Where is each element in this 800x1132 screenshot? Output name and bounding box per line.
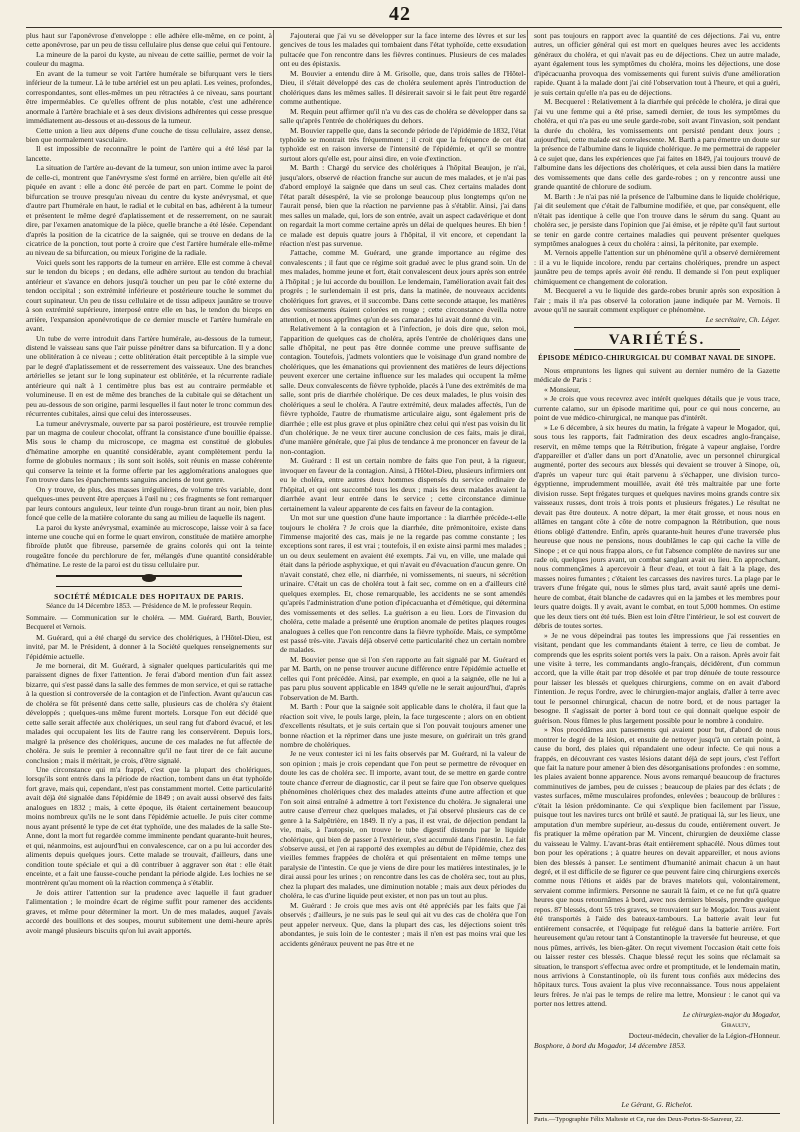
article-intro: Nous empruntons les lignes qui suivent au dernier numéro de la Gazette médicale de Paris : [534, 365, 780, 385]
signature-role: Le chirurgien-major du Mogador, [682, 1010, 780, 1019]
paragraph: M. Vernois appelle l'attention sur un phénomène qu'il a observé dernièrement : il a vu le liquide incolore, rendu par certains cholériques, prendre un aspect jaunâtre peu de temps après avoir été rendu. Il demande si l'on peut expliquer chimiquement ce changement de coloration. [534, 248, 780, 286]
paragraph: M. Becquerel a vu le liquide des garde-robes brunir après son exposition à l'air ; mais il n'a pas observé la coloration jaune indiquée par M. Vernois. Il avoue qu'il ne saurait comment expliquer ce phénomène. [534, 286, 780, 315]
signature-name: Giraulty, [721, 1020, 750, 1030]
paragraph: Je dois attirer l'attention sur la prudence avec laquelle il faut graduer l'alimentation ; le moindre écart de régime suffit pour ramener des accidents graves, et même pour déterminer la mort. Un de mes malades, auquel j'avais accordé des bouillons et des soupes, mourut subitement une demi-heure après avoir mangé plusieurs biscuits qu'on lui avait apportés. [26, 887, 272, 935]
paragraph: La mineure de la paroi du kyste, au niveau de cette saillie, permet de voir la couleur du magma. [26, 49, 272, 69]
paragraph: M. Guérard, qui a été chargé du service des cholériques, à l'Hôtel-Dieu, est invité, par M. le Président, à donner à la Société quelques renseignements sur l'épidémie actuelle. [26, 632, 272, 661]
paragraph: Une circonstance qui m'a frappé, c'est que la plupart des cholériques, lorsqu'ils sont entrés dans la période de réaction, tombent dans un état typhoïde fort grave, mais qui, cependant, n'est pas constamment mortel. Cette particularité avait déjà été signalée dans l'épidémie de 1849 ; on avait aussi observé des faits analogues en 1832 ; mais, à cette époque, ils étaient certainement beaucoup moins nombreux qu'ils ne le sont dans l'épidémie actuelle. Je puis citer comme nous ayant présenté le type de cet état typhoïde, une des malades de la salle Ste-Anne, dont la mort fut regardée comme imminente pendant quarante-huit heures, et qui, néanmoins, est aujourd'hui en convalescence, car on a pu lui accorder des aliments depuis quelques jours. Cette malade se trouvait, d'ailleurs, dans une condition toute spéciale et qui a dû contribuer à aggraver son état : elle était enceinte, et a fait une fausse-couche pendant la période algide. Les lochies ne se montrèrent qu'au moment où la réaction commença à s'établir. [26, 764, 272, 888]
paragraph: » Le 6 décembre, à six heures du matin, la frégate à vapeur le Mogador, qui, sous tous les rapports, fait l'admiration des deux escadres anglo-française, reservit, en même temps que la Rétribution, frégate à vapeur anglaise, l'ordre d'appareiller et d'aller dans un port d'Anatolie, avec un personnel chirurgical augmenté, porter des secours aux blessés qui devaient se trouver à Sinope, où, d'après un vapeur turc qui était parvenu à s'échapper, une division turco-égyptienne, imprudemment mouillée, avait été très maltraitée par une forte division russe. Sept frégates turques et quelques navires moins grands contre six vaisseaux russes, dont trois à trois ponts et plusieurs frégates.) Le résultat ne devait pas être douteux. A notre départ, la mer était grosse, et nous nous en allâmes en tangant côte à côte de notre compagnon la Rétribution, que nous étions obligé d'attendre. Enfin, après quarante-huit heures d'une traversée plus heureuse que nous ne pensions, nous doublâmes le cap qui cache la ville de Sinope ; et ce qui nous frappa alors, ce fut l'absence complète de navires sur une rade où, quelques jours avant, un combat sanglant avait eu lieu. En approchant, nous commençâmes à apercevoir à fleur d'eau, et tout à fait à la plage, des masses noires fumantes ; c'étaient les carcasses des navires turcs. La plage par le travers d'une frégate qui, nous le sûmes plus tard, avait sauté après une demi-heure de combat, était blanche de cadavres qui en la jambes et les membres pour leurs quatre doigts. Il y avait, avant le combat, en tout 5,000 hommes. On estime que les deux tiers ont été tués. Bien est loin d'être l'intérieur, le sol est couvert de débris de toutes sortes. [534, 422, 780, 631]
paragraph: sont pas toujours en rapport avec la quantité de ces déjections. J'ai vu, entre autres, un officier général qui est mort en quelques heures avec les accidents généraux du choléra, et qui n'avait pas eu de déjections. Chez un autre malade, ayant également tous les symptômes du choléra, moins les déjections, une dose d'ipécacuanha provoqua des vomissements qui furent suivis d'une amélioration rapide. Quant à la malade dont j'ai cité l'observation tout à l'heure, et qui a guéri, je suis certain qu'elle n'a pas eu de déjections. [534, 31, 780, 97]
paragraph: M. Bouvier a entendu dire à M. Grisolle, que, dans trois salles de l'Hôtel-Dieu, il s'était développé des cas de choléra seulement après l'introduction de cholériques dans les mêmes salles. Il désirerait savoir si le fait peut être regardé comme authentique. [280, 68, 526, 107]
paragraph: M. Becquerel : Relativement à la diarrhée qui précède le choléra, je dirai que j'ai vu une femme qui a été prise, samedi dernier, de tous les symptômes du choléra, et qui n'a pas eu une seule garde-robe, soit avant l'invasion, soit pendant la durée du choléra, les vomissements ont persisté pendant deux jours ; aujourd'hui, cette malade est convalescente. M. Barth a paru émettre un doute sur la présence de l'albumine dans le liquide cholérique. Je me permettrai de rappeler à ce sujet que, dans les expériences que j'ai faites en 1849, j'ai toujours trouvé de l'albumine dans les déjections des cholériques, et cela aussi bien dans la matière des vomissements que dans celle des garde-robes ; on y rencontre aussi une grande quantité de chlorure de sodium. [534, 97, 780, 192]
divider [574, 349, 740, 350]
article-title: ÉPISODE MÉDICO-CHIRURGICAL DU COMBAT NAVAL DE SINOPE. [538, 354, 776, 362]
secretary-signature: Le secrétaire, Ch. Léger. [705, 314, 780, 324]
paragraph: Cette union a lieu aux dépens d'une couche de tissu cellulaire, assez dense, bien que normalement vasculaire. [26, 125, 272, 144]
column-2 [280, 31, 526, 1123]
paragraph: M. Bouvier pense que si l'on s'en rapporte au fait signalé par M. Guérard et par M. Barth, on ne pense trouver aucune différence entre l'épidémie actuelle et celles qui l'ont précédée. Ainsi, par exemple, en quoi a la saignée, elle ne lui a pas paru plus souvent applicable en 1849 qu'elle ne le serait aujourd'hui, d'après l'observation de M. Barth. [280, 654, 526, 702]
column-3 [534, 31, 780, 1123]
paragraph: M. Guérard : Je crois que mes avis ont été appréciés par les faits que j'ai observés ; d'ailleurs, je ne suis pas le seul qui ait vu des cas de choléra que l'on peut appeler nerveux. Que, dans la plupart des cas, les déjections soient très abondantes, je suis loin de le contester ; mais il n'en est pas moins vrai que les accidents généraux peuvent ne pas être et ne [280, 900, 526, 948]
paragraph: Un tube de verre introduit dans l'artère humérale, au-dessous de la tumeur, distend le vaisseau sans que l'air puisse pénétrer dans sa bifurcation. Il y a donc une oblitération à ce niveau ; cette oblitération était perceptible à la simple vue par le degré d'aplatissement et de resserrement des vaisseaux. Une des branches artérielles se jetant sur le long supinateur est oblitérée, et la récurrente radiale antérieure qui naît à 1 centimètre plus bas est au contraire perméable et volumineuse. Il en est de même des branches de la cubitale qui se détachent un peu au-dessous de son origine, parmi lesquelles il faut noter le tronc commun des récurrentes cubitales, ainsi que celui des interosseuses. [26, 333, 272, 419]
paragraph: En avant de la tumeur se voit l'artère humérale se bifurquant vers le tiers inférieur de la tumeur. Là le tube artériel est un peu aplati. Les veines, profondes, correspondantes, sont elles-mêmes un peu rétractées à ce niveau, sans pourtant être imperméables. Ce qu'elles offrent de plus notable, c'est une adhérence anormale à l'artère brachiale et à ses deux divisions adhérentes qui cesse presque immédiatement au-dessous et au-dessous de la tumeur. [26, 68, 272, 126]
section-title-varietes: VARIÉTÉS. [608, 332, 706, 349]
gerant-line: Le Gérant, G. Richelot. [621, 1100, 693, 1109]
paragraph: M. Requin peut affirmer qu'il n'a vu des cas de choléra se développer dans sa salle qu'après l'entrée de cholériques du dehors. [280, 106, 526, 126]
header-rule [26, 27, 782, 28]
paragraph: M. Bouvier rappelle que, dans la seconde période de l'épidémie de 1832, l'état typhoïde se montrait très fréquemment ; il croit que la fréquence de cet état typhoïde est en raison inverse de l'intensité de l'épidémie, et qu'il se montre surtout alors qu'elle est, pour ainsi dire, en voie d'extinction. [280, 125, 526, 163]
paragraph: Un mot sur une question d'une haute importance : la diarrhée précède-t-elle toujours le choléra ? Je crois que la diarrhée, dite prémonitoire, existe dans l'immense majorité des cas, mais je ne la regarde pas comme constante ; les exceptions sont rares, il est vrai ; toutefois, il en existe ainsi parmi mes malades ; un ou deux seulement en avaient été exempts. J'ai vu, en ville, une malade qui était dans la période asphyxique, et qui n'avait eu d'évacuation d'aucun genre. On n'avait constaté, chez elle, ni diarrhée, ni vomissements, ni sueurs, ni sécrétion urinaire. C'était un cas de choléra tout à fait sec, comme on en a d'ailleurs cité quelques exemples. Et, chose remarquable, les accidents ne se sont amendés qu'après l'administration d'une potion d'ipécacuanha et d'émétique, qui détermina des vomissements et des selles. La guérison a eu lieu. Lors de l'invasion du choléra, cette malade a présenté une éruption anomale de petites plaques rouges analogues à celles que l'on rencontre dans la fièvre typhoïde. Mais, ce symptôme est passé très-vite. J'avais déjà observé cette particularité chez un certain nombre de malades. [280, 513, 526, 655]
summary: Sommaire. — Communication sur le choléra. — MM. Guérard, Barth, Bouvier, Becquerel et Vernois. [26, 613, 272, 632]
column-1 [26, 31, 272, 1123]
page-number: 42 [389, 3, 411, 25]
column-divider [273, 30, 274, 1124]
paragraph: » Nos procédâmes aux pansements qui avaient pour but, d'abord de nous montrer le degré de la lésion, et ensuite de nettoyer jusqu'à un certain point, à cause du bord, des plaies qui répandaient une odeur infecte. Ce qui nous a frappés, en découvrant ces vastes lésions datant déjà de sept jours, c'est l'effort que fait la nature pour amener à bien des désorganisations profondes : en somme, les plaies avaient bonne apparence. Nous avons remarqué beaucoup de fractures comminutives de jambes, peu de cuisses ; beaucoup de plaies par des éclats ; de vastes surfaces, même musculaires profondes, enlevées ; beaucoup de brûlures : c'était la lésion prédominante. Ce qui s'explique bien facilement par l'issue, puisque tout les navires turcs ont brûlé et sauté. Je pratiquai là, sur les lieux, une amputation d'un membre supérieur, au-dessus du coude, entièrement ouvert. Je fis pratiquer la même opération par M. Vincent, chirurgien de deuxième classe du vaisseau le Valmy. L'avant-bras était entièrement sphacélé. Nous dûmes tout bon pour les opérations ; à quatre heures on devait appareiller, et nous avions bien des blessés à panser. Le sentiment d'humanité animait chacun à un haut degré, et il est difficile de se figurer ce que peuvent faire cinq chirurgiens exercés comme nous l'étions et aidés par de braves matelots qui, volontairement, servaient comme infirmiers. Personne ne saurait là faim, et ce ne fut qu'à quatre heures que nous retournâmes à bord, avec nos derniers blessés, prendre quelque repos. 87 blessés, dont 55 très graves, se trouvaient sur le Mogador. Tous avaient été transportés à l'aide des bateaux-tambours. La batterie avait leur fut entièrement consacrée, et l'équipage fut relégué dans la batterie arrière. Fort heureusement qu'au retour tant à Constantinople la traversée fut heureuse, et que nous pûmes, arrivés, les bien-gâter. On reçut vivement l'occasion était cette fois ou laisser rester ces blessés. Chaque blessé reçut les soins que réclamait sa situation, le transport s'effectua avec ordre et promptitude, et le lendemain matin, nous arrivions à Constantinople, où ils furent tous confiés aux médecins des hôpitaux turcs. Tous avaient la plus vive reconnaissance. Tous nous appelaient leurs frères. Je n'ai pas le temps de relire ma lettre, Monsieur : le canot qui va porter nos lettres attend. [534, 725, 780, 1009]
section-subtitle: Séance du 14 Décembre 1853. — Présidence de M. le professeur Requin. [46, 602, 252, 611]
paragraph: M. Barth : Je n'ai pas nié la présence de l'albumine dans le liquide cholérique, j'ai dit seulement que c'était de l'albumine modifiée, et que, par conséquent, elle n'était pas identique à celle que l'on trouve dans le sérum du sang. Quant au choléra sec, je persiste dans l'opinion que j'ai émise, et je répète qu'il faut surtout se tenir en garde contre certaines maladies qui peuvent présenter quelques symptômes analogues à ceux du choléra : ainsi, la péritonite, par exemple. [534, 191, 780, 248]
column-divider [527, 30, 528, 1124]
paragraph: J'attache, comme M. Guérard, une grande importance au régime des convalescents ; il faut que ce régime soit gradué avec le plus grand soin. Un de mes malades, homme jeune et fort, était convalescent deux jours après son entrée à l'hôpital ; je lui accorde du bouillon. Le lendemain, l'amélioration avait fait des progrès ; le surlendemain il est pris, dans la matinée, de nouveaux accidents cholériques fort graves, et il succombe. Dans cette seconde attaque, les matières des vomissements étaient colorées en rouge ; cette circonstance éveilla notre attention, et nous apprîmes qu'un de ses camarades lui avait donné du vin. [280, 248, 526, 324]
paragraph: Voici quels sont les rapports de la tumeur en arrière. Elle est comme à cheval sur le tendon du biceps ; en dedans, elle adhère surtout au tendon du brachial antérieur et s'avance en dehors jusqu'à toucher un peu par le côté externe du tendon occipital ; son extrémité inférieure et postérieure touche le sommet du court supinateur. Un peu de tissu cellulaire et de tissu adipeux jaunâtre se trouve à son extrémité supérieure, interposé entre elle en bas, le tendon du biceps en arrière, l'expansion aponévrotique de ce dernier muscle et l'artère humérale en avant. [26, 257, 272, 334]
paragraph: M. Barth : Chargé du service des cholériques à l'hôpital Beaujon, je n'ai, jusqu'alors, observé de réaction franche sur aucun de mes malades, et je n'ai pas d'abord employé la saignée que dans un seul cas. Chez certains malades dont l'état paraît désespéré, la vie se prolonge beaucoup plus longtemps qu'on ne l'aurait pensé, bien que la réaction ne parvienne pas à s'établir. Ainsi, j'ai dans mes salles un malade, qui, lors de son entrée, avait un aspect cadavérique et dont on regardait la mort comme certaine après un délai de quelques heures. Eh bien ! ce malade est depuis quatre jours à l'hôpital, il vit encore, et cependant la réaction n'est pas survenue. [280, 163, 526, 248]
printer-imprint: Paris.—Typographie Félix Malteste et Ce, rue des Deux-Portes-St-Sauveur, 22. [534, 1113, 780, 1123]
paragraph: Il est impossible de reconnaître le point de l'artère qui a été lésé par la lancette. [26, 144, 272, 163]
paragraph: M. Barth : Pour que la saignée soit applicable dans le choléra, il faut que la réaction soit vive, le pouls large, plein, la face turgescente ; alors on en obtient d'excellents résultats, et je suis certain que si l'on pouvait toujours amener une bonne réaction et la réprimer dans une juste mesure, on guérirait un très grand nombre de cholériques. [280, 702, 526, 749]
salutation: « Monsieur, [544, 384, 581, 394]
paragraph: Relativement à la contagion et à l'infection, je dois dire que, selon moi, l'apparition de quelques cas de choléra, après l'entrée de cholériques dans une salle d'hôpital, ne peut pas être donnée comme une preuve suffisante de contagion. Toutefois, j'admets volontiers que le voisinage d'un grand nombre de cholériques, que les émanations qui proviennent des matières de leurs déjections peuvent exercer une certaine influence sur les malades qui occupent la même salle. Deux convalescents de fièvre typhoïde, placés à l'une des extrémités de ma salle, sont pris de diarrhée cholérique. De ces deux malades, le plus voisin des cholériques a seul le choléra. A l'autre extrémité, deux malades affectés, l'un de fièvre typhoïde, l'autre de rhumatisme articulaire aigu, sont également pris de diarrhée ; elle est plus grave et plus opiniâtre chez celui qui n'est pas voisin du lit d'un cholérique. Je ne veux tirer aucune conclusion de ces faits, mais je dirai, d'une manière générale, que j'ai plus de tendance à me prononcer en faveur de la non-contagion. [280, 324, 526, 456]
paragraph: M. Guérard : Il est un certain nombre de faits que l'on peut, à la rigueur, invoquer en faveur de la contagion. Ainsi, à l'Hôtel-Dieu, plusieurs infirmiers ont eu le choléra, entre autres deux hommes dispensés du service ordinaire de l'hôpital, et qui ont succombé tous les deux ; mais les deux malades avaient la diarrhée avant leur entrée dans le service ; cette circonstance diminue certainement la valeur apparente de ces faits en faveur de la contagion. [280, 456, 526, 513]
paragraph: » Je crois que vous recevrez avec intérêt quelques détails que je vous trace, currente calamo, sur un épisode maritime qui, pour ce qui nous concerne, au point de vue médico-chirurgical, ne manque pas d'intérêt. [534, 394, 780, 423]
ornamental-divider [56, 575, 242, 587]
paragraph: Je me bornerai, dit M. Guérard, à signaler quelques particularités qui me paraissent dignes de fixer l'attention. Je ferai d'abord mention d'un fait assez bizarre, qui s'est passé dans la salle des femmes de mon service, et qui se rattache à la question si controversée de la contagion et de l'infection. Avant qu'aucun cas de choléra se fût présenté dans cette salle, plusieurs cas de choléra s'y étaient développés ; quelques-uns même furent mortels. Lorsque l'on eut décidé que cette salle serait affectée aux cholériques, un seul rang fut d'abord évacué, et les malades qui occupaient les lits de l'autre rang les conservèrent. Depuis lors, malgré la présence des cholériques, aucune de ces malades ne fut affectée de choléra. Je suis le premier à reconnaître qu'il ne faut tirer de ce fait aucune conclusion ; mais il méritait, je crois, d'être signalé. [26, 661, 272, 765]
paragraph: La tumeur anévrysmale, ouverte par sa paroi postérieure, est trouvée remplie par un magma de couleur chocolat, offrant la consistance d'une bouillie épaisse. Mis sous le champ du microscope, ce magma est constitué de globules d'hématine amorphe en quantité considérable, ayant complètement perdu la forme de globules normaux ; ils sont soit isolés, soit réunis en masse cohérente qui conserve la teinte et la forme offerte par les agglomérations analogues que l'on trouve dans les épanchements sanguins anciens de tout genre. [26, 418, 272, 485]
paragraph: Je ne veux contester ici ni les faits observés par M. Guérard, ni la valeur de son opinion ; mais je crois cependant que l'on peut se permettre de révoquer en doute les cas de choléra sec. Il importe, avant tout, de se mettre en garde contre toute chance d'erreur de diagnostic, car il peut se faire que l'on observe quelques phénomènes cholériques chez des malades atteints d'une autre affection et que l'on soit ainsi entraîné à admettre à tort l'existence du choléra. Je signalerai une autre cause d'erreur chez quelques malades, et j'ai observé plusieurs cas de ce genre à la Salpêtrière, en 1849. Il n'y a pas, il est vrai, de déjection pendant la vie, mais, à l'autopsie, on trouve le tube digestif distendu par le liquide cholérique, qui bien de passer à l'extérieur, s'est accumulé dans l'intestin. Le fait s'observe aussi, et j'en ai rapporté des exemples au début de l'épidémie, chez des vieilles femmes frappées de choléra et qui présentaient en même temps une paralysie de l'intestin. Ce que je viens de dire pour les matières intestinales, je le dirai aussi pour les urines ; on rencontre dans les cas de choléra sec, tout au plus, chez la plupart des malades, une diminution notable ; mais aux deux périodes du choléra, le cas d'urine liquide peut exister, et non pas un tout au plus. [280, 749, 526, 901]
section-title: SOCIÉTÉ MÉDICALE DES HOPITAUX DE PARIS. [54, 591, 244, 601]
paragraph: La situation de l'artère au-devant de la tumeur, son union intime avec la paroi de celle-ci, montrent que l'anévrysme s'est formé en arrière, bien qu'elle ait été piquée en avant : elle a donc été percée de part en part. Comme le point de bifurcation se trouve presqu'au niveau du centre du kyste anévrysmal, et que d'autre part l'humérale en haut, le radial et le cubital en bas, adhèrent à la tumeur et présentent le même degré d'aplatissement et de resserrement, on ne saurait dire, par l'examen anatomique de la pièce, quelle branche a été lésée. Cependant d'après la position de la cicatrice de la saignée, qui se trouve en dedans de la cicatrice de la ponction, tout porte à croire que c'est l'artère humérale elle-même au niveau de sa bifurcation, ou mieux l'origine de la radiale. [26, 163, 272, 258]
paragraph: plus haut sur l'aponévrose d'enveloppe : elle adhère elle-même, en ce point, à cette aponévrose, par un peu de tissu cellulaire plus dense que celui qui l'entoure. [26, 31, 272, 50]
signature-place-date: Bosphore, à bord du Mogador, 14 décembre 1853. [534, 1041, 686, 1051]
paragraph: » Je ne vous dépeindrai pas toutes les impressions que j'ai ressenties en visitant, pendant que les commandants étaient à terre, ce lieu de combat. Je comprends que les esprits soient portés vers la paix. On a raison. Après avoir fait une visite à terre, les commandants anglo-français, décidèrent, d'un commun accord, que la ville était par trop désolée et par trop dénuée de toute ressource pour laisser les blessés et quelques chirurgiens, comme on en avait d'abord l'intention. Je reçus l'ordre, avec le chirurgien-major anglais, d'aller à terre avec tout le personnel chirurgical, chacun de notre bord, et de nous partager la besogne. Il s'agissait de porter à bord tout ce qui donnait quelque espoir de guérison. Nous fûmes le plus largement possible pour le nombre à conduire. [534, 630, 780, 725]
paragraph: J'ajouterai que j'ai vu se développer sur la face interne des lèvres et sur les gencives de tous les malades qui tombaient dans l'état typhoïde, cette exsudation pultacée que l'on rencontre dans les fièvres continues. Plusieurs de ces malades ont eu des épistaxis. [280, 31, 526, 69]
divider [574, 327, 740, 328]
signature-title: Docteur-médecin, chevalier de la Légion-d'Honneur. [628, 1031, 780, 1040]
paragraph: La paroi du kyste anévrysmal, examinée au microscope, laisse voir à sa face interne une couche qui en forme le quart environ, constituée de matière amorphe fibroïde plutôt que fibreuse, parsemée de grains colorés qui ont la teinte rougeâtre foncée du perchlorure de fer, mélangés d'une quantité considérable d'hématine. Le reste de la paroi est du tissu cellulaire pur. [26, 522, 272, 570]
paragraph: On y trouve, de plus, des masses irrégulières, de volume très variable, dont quelques-unes peuvent être aperçues à l'œil nu ; ces fragments se font remarquer par leurs contours anguleux, leur teinte d'un rouge-brun tirant au noir, bien plus foncé que celle de la matière colorante du sang au milieu de laquelle ils nagent. [26, 484, 272, 523]
